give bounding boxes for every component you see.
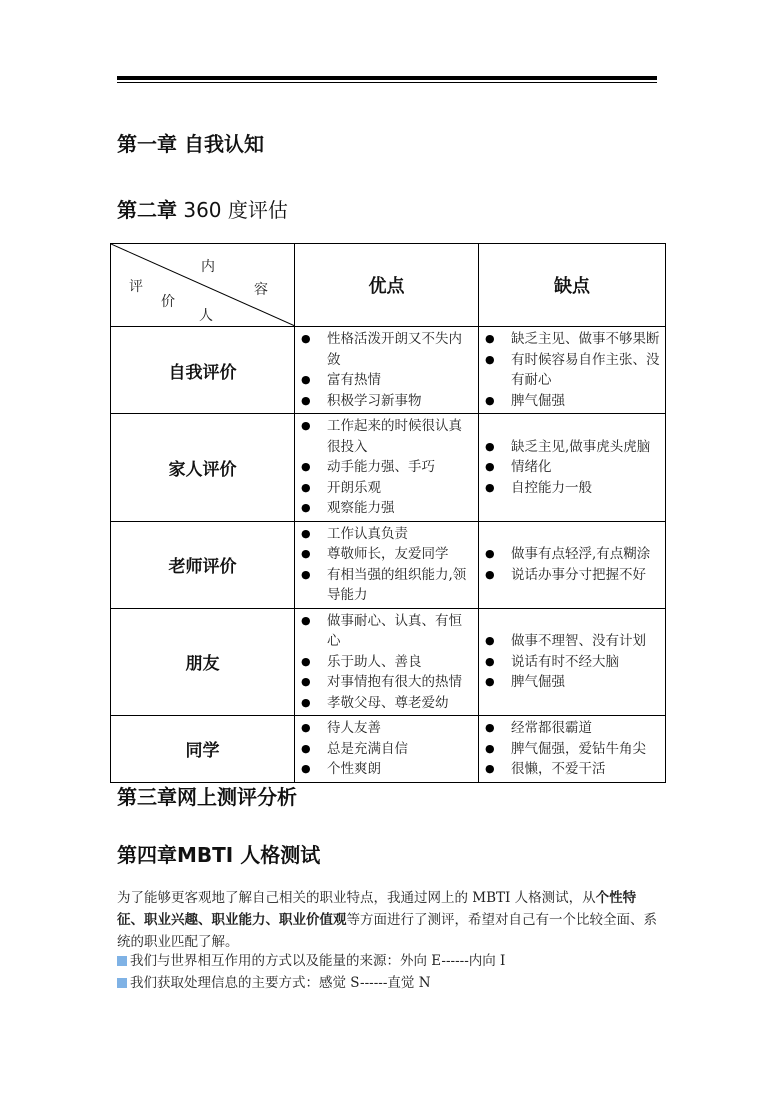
pros-cell	[295, 414, 479, 522]
list-item: ● 工作起来的时候很认真很投入	[301, 416, 474, 457]
diag-label-ping: 评	[129, 279, 143, 295]
list-item: ● 乐于助人、善良	[301, 652, 474, 673]
bullet-line	[117, 949, 505, 969]
diag-label-rong: 容	[254, 282, 268, 298]
top-rule-thin	[117, 82, 657, 83]
chapter-2-heading	[117, 194, 288, 223]
chapter-3-heading: 第三章网上测评分析	[117, 785, 297, 809]
pros-cell	[295, 716, 479, 783]
column-header-cons: 缺点	[479, 244, 666, 327]
list-item: ● 缺乏主见、做事不够果断	[485, 329, 661, 350]
list-item: ● 缺乏主见,做事虎头虎脑	[485, 437, 661, 458]
row-label: 老师评价	[111, 521, 295, 608]
square-bullet-icon	[117, 978, 127, 988]
list-item: ● 说话有时不经大脑	[485, 652, 661, 673]
list-item: ● 很懒，不爱干活	[485, 759, 661, 780]
cons-cell	[479, 327, 666, 414]
table-row	[111, 414, 666, 522]
list-item: ● 说话办事分寸把握不好	[485, 565, 661, 586]
list-item: ● 富有热情	[301, 370, 474, 391]
list-item: ● 脾气倔强	[485, 391, 661, 412]
bullet-text: 我们获取处理信息的主要方式：感觉 S------直觉 N	[130, 975, 431, 991]
diagonal-header-cell	[111, 244, 295, 327]
list-item: ● 情绪化	[485, 457, 661, 478]
evaluation-table	[110, 243, 666, 783]
para-text-2: 等方面进行了测评，希望对自己有一个比较全面、系统的职业匹配了解。	[117, 912, 657, 950]
list-item: ● 积极学习新事物	[301, 391, 474, 412]
diag-label-nei: 内	[201, 259, 215, 275]
table-row	[111, 608, 666, 716]
square-bullet-icon	[117, 956, 127, 966]
list-item: ● 工作认真负责	[301, 524, 474, 545]
bullet-line	[117, 971, 431, 991]
list-item: ● 对事情抱有很大的热情	[301, 672, 474, 693]
list-item: ● 做事耐心、认真、有恒心	[301, 611, 474, 652]
list-item: ● 脾气倔强，爱钻牛角尖	[485, 739, 661, 760]
list-item: ● 做事不理智、没有计划	[485, 631, 661, 652]
chapter-2-prefix: 第二章	[117, 198, 177, 222]
list-item: ● 性格活泼开朗又不失内敛	[301, 329, 474, 370]
chapter-1-heading: 第一章 自我认知	[117, 132, 264, 156]
column-header-pros: 优点	[295, 244, 479, 327]
chapter-2-title: 360 度评估	[177, 198, 288, 222]
table-row	[111, 327, 666, 414]
list-item: ● 总是充满自信	[301, 739, 474, 760]
list-item: ● 孝敬父母、尊老爱幼	[301, 693, 474, 714]
cons-cell	[479, 414, 666, 522]
pros-cell	[295, 327, 479, 414]
chapter-4-heading: 第四章MBTI 人格测试	[117, 843, 321, 867]
list-item: ● 个性爽朗	[301, 759, 474, 780]
row-label: 自我评价	[111, 327, 295, 414]
diag-label-jia: 价	[161, 294, 175, 310]
list-item: ● 观察能力强	[301, 498, 474, 519]
list-item: ● 待人友善	[301, 718, 474, 739]
table-row	[111, 716, 666, 783]
bullet-text: 我们与世界相互作用的方式以及能量的来源：外向 E------内向 I	[130, 953, 506, 969]
para-bold-terms: 个性特征、职业兴趣、职业能力、职业价值观	[117, 890, 637, 928]
list-item: ● 自控能力一般	[485, 478, 661, 499]
list-item: ● 尊敬师长，友爱同学	[301, 544, 474, 565]
list-item: ● 脾气倔强	[485, 672, 661, 693]
list-item: ● 有相当强的组织能力,领导能力	[301, 565, 474, 606]
table-row	[111, 521, 666, 608]
pros-cell	[295, 521, 479, 608]
list-item: ● 动手能力强、手巧	[301, 457, 474, 478]
row-label: 朋友	[111, 608, 295, 716]
pros-cell	[295, 608, 479, 716]
row-label: 同学	[111, 716, 295, 783]
list-item: ● 经常都很霸道	[485, 718, 661, 739]
list-item: ● 做事有点轻浮,有点糊涂	[485, 544, 661, 565]
list-item: ● 有时候容易自作主张、没有耐心	[485, 350, 661, 391]
cons-cell	[479, 608, 666, 716]
top-rule-thick	[117, 76, 657, 80]
cons-cell	[479, 716, 666, 783]
diag-label-ren: 人	[199, 308, 213, 324]
table-header-row	[111, 244, 666, 327]
intro-paragraph	[117, 887, 662, 953]
para-text-1: 为了能够更客观地了解自己相关的职业特点，我通过网上的 MBTI 人格测试，从	[117, 890, 596, 906]
cons-cell	[479, 521, 666, 608]
list-item: ● 开朗乐观	[301, 478, 474, 499]
row-label: 家人评价	[111, 414, 295, 522]
